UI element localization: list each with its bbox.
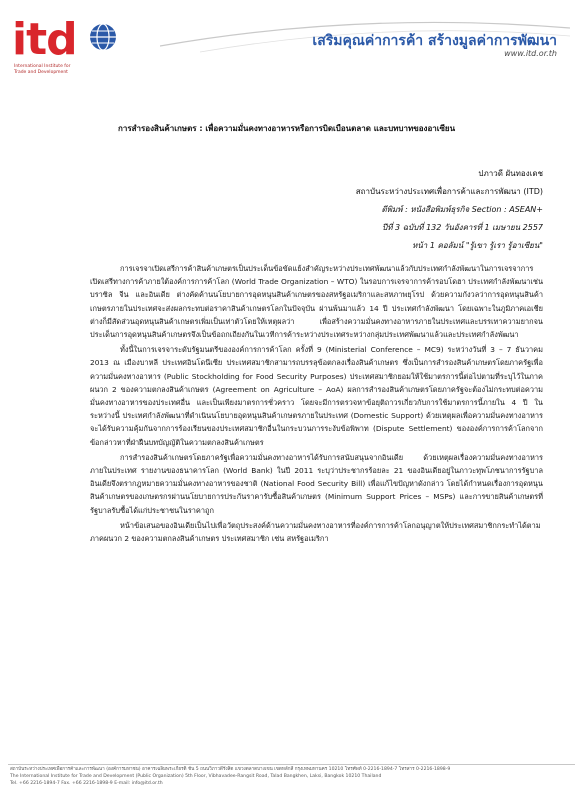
footer-contact: Tel. +66 2216-1894-7 Fax. +66 2216-1898-9 E-mail: info@itd.or.th <box>10 781 163 786</box>
institution-name: สถาบันระหว่างประเทศเพื่อการค้าและการพัฒนา (ITD) <box>355 187 543 196</box>
paragraph: การเจรจาเปิดเสรีการค้าสินค้าเกษตรเป็นประเด็นข้อขัดแย้งสำคัญระหว่างประเทศพัฒนาแล้วกับประเทศกำลังพัฒนาในการเจรจาการเปิดเสรีทางการค้าภายใต้องค์การการค้าโลก (World Trade Organization – WTO) ในรอบการเจรจาการค้ารอบโดฮา ประเทศกำลังพัฒนาเช่น บราซิล จีน และอินเดีย ต่างคัดค้านนโยบายการอุดหนุนสินค้าเกษตรของสหรัฐอเมริกาและสหภาพยุโรป ด้วยความกังวลว่าการอุดหนุนสินค้าเกษตรภายในประเทศจะส่งผลกระทบต่อราคาสินค้าเกษตรโลกในปัจจุบัน ผ่านพ้นมาแล้ว 14 ปี ประเทศกำลังพัฒนา โดยเฉพาะในภูมิภาคเอเชีย ต่างก็มีสัดส่วนอุดหนุนสินค้าเกษตรเพิ่มเป็นเท่าตัวโดยให้เหตุผลว่า เพื่อสร้างความมั่นคงทางอาหารภายในประเทศและบรรเทาความยากจน ประเด็นการอุดหนุนสินค้าเกษตรจึงเป็นข้อถกเถียงกันในเวทีการค้าระหว่างประเทศระหว่างกลุ่มประเทศพัฒนาแล้วและประเทศกำลังพัฒนา <box>90 264 543 340</box>
logo-wordmark: itd <box>12 14 77 65</box>
paragraph: หน้าข้อเสนอของอินเดียเป็นไปเพื่อวัตถุประสงค์ด้านความมั่นคงทางอาหารที่องค์การการค้าโลกอนุญาตให้ประเทศสมาชิกกระทำได้ตามภาคผนวก 2 ของความตกลงสินค้าเกษตร ประเทศสมาชิก เช่น สหรัฐอเมริกา <box>90 520 541 544</box>
paragraph: ทั้งนี้ในการเจรจาระดับรัฐมนตรีขององค์การการค้าโลก ครั้งที่ 9 (Ministerial Conference – MC9) ระหว่างวันที่ 3 – 7 ธันวาคม 2013 ณ เมืองบาหลี ประเทศอินโดนีเซีย ประเทศสมาชิกสามารถบรรลุข้อตกลงเรื่องสินค้าเกษตร ซึ่งเป็นการสำรองสินค้าเกษตรโดยภาครัฐเพื่อความมั่นคงทางอาหาร (Public Stockholding for Food Security Purposes) ประเทศสมาชิกยอมให้ใช้มาตรการนี้ต่อไปตามที่ระบุไว้ในภาคผนวก 2 ของความตกลงสินค้าเกษตร (Agreement on Agriculture – AoA) ผลการสำรองสินค้าเกษตรโดยภาครัฐจะต้องไม่กระทบต่อความมั่นคงทางอาหารของประเทศอื่น และเป็นเพียงมาตรการชั่วคราว โดยจะมีการตรวจหาข้อยุติถาวรเกี่ยวกับการใช้มาตรการนี้ภายใน 4 ปี ในระหว่างนี้ ประเทศกำลังพัฒนาที่ดำเนินนโยบายอุดหนุนสินค้าเกษตรภายในประเทศ (Domestic Support) ด้วยเหตุผลเพื่อความมั่นคงทางอาหาร จะได้รับความคุ้มกันจากการร้องเรียนของประเทศสมาชิกอื่นในกระบวนการระงับข้อพิพาท (Dispute Settlement) ขององค์การการค้าโลกจากข้อกล่าวหาที่ฝ่าฝืนบทบัญญัติในความตกลงสินค้าเกษตร <box>90 345 543 447</box>
footer <box>10 766 573 787</box>
author-name: ปภาวดี ผันทองเดช <box>478 169 543 178</box>
globe-icon <box>88 22 118 52</box>
article-topic: การสำรองสินค้าเกษตร : เพื่อความมั่นคงทางอาหารหรือการบิดเบือนตลาด และบทบาทของอาเซียน <box>118 124 456 133</box>
publication-info: ตีพิมพ์ : หนังสือพิมพ์ธุรกิจ Section : ASEAN+ <box>381 205 543 214</box>
letterhead <box>0 0 583 96</box>
page-info: หน้า 1 คอลัมน์ "รู้เขา รู้เรา รู้อาเซียน" <box>412 241 543 250</box>
footer-divider <box>8 764 575 765</box>
article-body <box>90 262 543 547</box>
footer-address-english: The International Institute for Trade and Development (Public Organization) 5th Floor, Vibhavadee-Rangsit Road, Talad Bangkhen, Laksi, Bangkok 10210 Thailand <box>10 774 382 779</box>
paragraph: การสำรองสินค้าเกษตรโดยภาครัฐเพื่อความมั่นคงทางอาหารได้รับการสนับสนุนจากอินเดีย ด้วยเหตุผลเรื่องความมั่นคงทางอาหารภายในประเทศ รายงานของธนาคารโลก (World Bank) ในปี 2011 ระบุว่าประชากรร้อยละ 21 ของอินเดียอยู่ในภาวะทุพโภชนาการรัฐบาลอินเดียจึงตรากฎหมายความมั่นคงทางอาหารของชาติ (National Food Security Bill) เพื่อแก้ไขปัญหาดังกล่าว โดยได้กำหนดเรื่องการอุดหนุนสินค้าเกษตรของเกษตรกรผ่านนโยบายการประกันราคารับซื้อสินค้าเกษตร (Minimum Support Prices – MSPs) และการขายสินค้าเกษตรที่รัฐบาลรับซื้อได้แก่ประชาชนในราคาถูก <box>90 452 543 515</box>
itd-logo <box>12 14 122 78</box>
slogan: เสริมคุณค่าการค้า สร้างมูลค่าการพัฒนา <box>312 33 557 49</box>
issue-info: ปีที่ 3 ฉบับที่ 132 วันอังคารที่ 1 เมษายน 2557 <box>382 223 543 232</box>
logo-subtitle: International Institute for Trade and Development <box>14 64 71 75</box>
website-link[interactable]: www.itd.or.th <box>504 49 557 58</box>
footer-address-thai: สถาบันระหว่างประเทศเพื่อการค้าและการพัฒนา (องค์การมหาชน) อาคารเฉลิมพระเกียรติ ชั้น 5 ถนนวิภาวดีรังสิต แขวงตลาดบางเขน เขตหลักสี่ กรุงเทพมหานคร 10210 โทรศัพท์ 0-2216-1894-7 โทรสาร 0-2216-1898-9 <box>10 767 451 772</box>
